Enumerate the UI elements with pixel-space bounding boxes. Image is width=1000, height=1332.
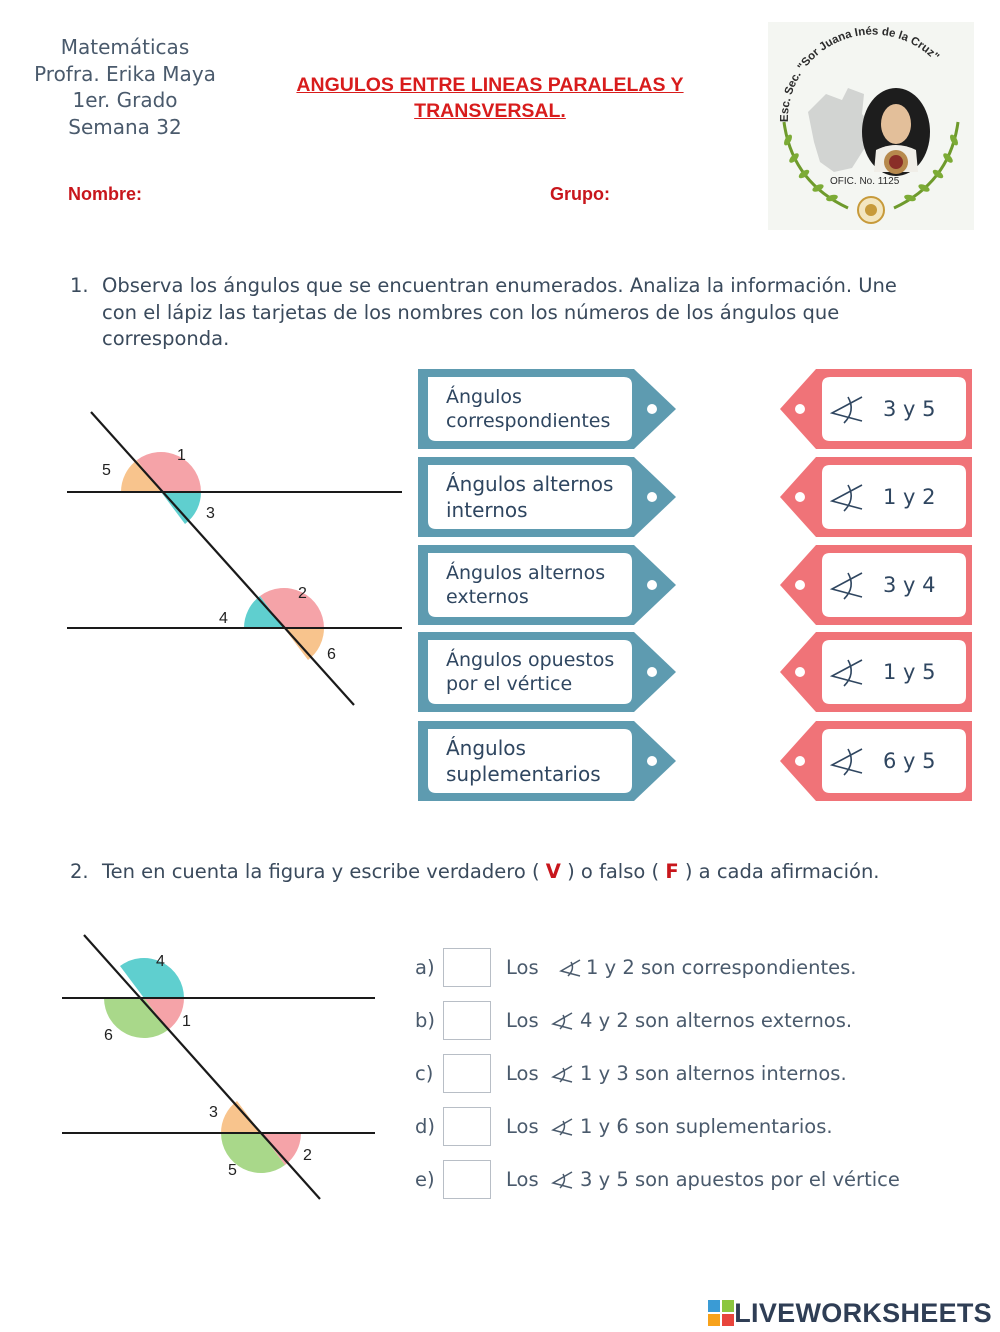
- q2-text-mid: ) o falso (: [567, 860, 660, 883]
- angle-card-shape: [780, 457, 972, 537]
- statement-letter: d): [415, 1115, 435, 1138]
- angle-symbol-icon: [828, 567, 866, 603]
- grupo-label: Grupo:: [550, 184, 610, 204]
- q1-label-5: 5: [102, 462, 111, 479]
- angle-card-value: 3 y 5: [883, 397, 936, 421]
- grade-line: 1er. Grado: [72, 88, 178, 112]
- q2-text-after: ) a cada afirmación.: [684, 860, 880, 883]
- angle-symbol-icon: [550, 1063, 576, 1085]
- liveworksheets-logo-icon: [708, 1300, 734, 1326]
- name-card-suplementarios[interactable]: [418, 721, 676, 801]
- week-line: Semana 32: [68, 114, 182, 139]
- q2-number: 2.: [70, 860, 89, 883]
- name-card-label: Ángulos opuestos por el vértice: [446, 649, 615, 695]
- statement-b: [415, 1001, 975, 1041]
- angle-card-shape: [780, 632, 972, 712]
- answer-box-a[interactable]: [443, 948, 491, 987]
- name-card-opuestos-vertice[interactable]: [418, 632, 676, 712]
- q2-angle-3: [221, 1101, 261, 1133]
- answer-box-b[interactable]: [443, 1001, 491, 1040]
- statement-d: [415, 1107, 975, 1147]
- angle-symbol-icon: [828, 479, 866, 515]
- angle-symbol-icon: [550, 1010, 576, 1032]
- q2-label-6: 6: [104, 1027, 113, 1044]
- statement-c: [415, 1054, 975, 1094]
- logo-ofic-text: OFIC. No. 1125: [830, 176, 900, 187]
- q2-figure: [55, 925, 385, 1210]
- q2-label-5: 5: [228, 1162, 237, 1179]
- subject-line: Matemáticas: [60, 35, 190, 59]
- angle-card-3[interactable]: [780, 545, 972, 625]
- angle-symbol-icon: [828, 743, 866, 779]
- statement-prefix: Los: [506, 956, 539, 979]
- logo-arc-text: Esc. Sec. "Sor Juana Inés de la Cruz": [778, 25, 942, 123]
- angle-symbol-icon: [828, 391, 866, 427]
- q2-f-letter: F: [665, 860, 679, 883]
- q1-label-4: 4: [219, 610, 228, 627]
- q2-angle-4: [120, 958, 184, 998]
- q2-text: [102, 859, 932, 886]
- name-card-alternos-externos[interactable]: [418, 545, 676, 625]
- statement-text: 3 y 5 son apuestos por el vértice: [580, 1168, 900, 1191]
- angle-symbol-icon: [550, 1116, 576, 1138]
- q2-v-letter: V: [545, 860, 561, 883]
- q1-label-6: 6: [327, 646, 336, 663]
- nombre-label: Nombre:: [68, 184, 143, 204]
- angle-card-1[interactable]: [780, 369, 972, 449]
- q1-figure: [60, 400, 410, 710]
- header-info: [20, 34, 230, 140]
- q1-label-3: 3: [206, 505, 215, 522]
- angle-symbol-icon: [550, 1169, 576, 1191]
- q2-label-2: 2: [303, 1147, 312, 1164]
- angle-card-5[interactable]: [780, 721, 972, 801]
- q1-text: Observa los ángulos que se encuentran enumerados. Analiza la información. Une con el lápiz las tarjetas de los nombres con los números de los ángulos que corresponda.: [102, 274, 897, 350]
- angle-card-value: 3 y 4: [883, 573, 936, 597]
- q2-transversal: [84, 935, 320, 1199]
- statement-text: 4 y 2 son alternos externos.: [580, 1009, 853, 1032]
- angle-symbol-icon: [558, 957, 584, 979]
- statement-prefix: Los: [506, 1009, 539, 1032]
- q1-label-1: 1: [177, 447, 186, 464]
- q1-label-2: 2: [298, 585, 307, 602]
- statement-e: [415, 1160, 975, 1200]
- statement-prefix: Los: [506, 1168, 539, 1191]
- name-card-label: Ángulos correspondientes: [446, 386, 611, 432]
- angle-card-value: 1 y 5: [883, 660, 936, 684]
- statement-letter: a): [415, 956, 435, 979]
- angle-card-value: 1 y 2: [883, 485, 936, 509]
- q1-number: 1.: [70, 274, 89, 297]
- name-card-correspondientes[interactable]: [418, 369, 676, 449]
- footer-brand: LIVEWORKSHEETS: [734, 1297, 992, 1328]
- q2-label-1: 1: [182, 1013, 191, 1030]
- statement-letter: b): [415, 1009, 435, 1032]
- name-card-label: Ángulos alternos externos: [446, 562, 606, 608]
- angle-symbol-icon: [828, 654, 866, 690]
- page-title: ANGULOS ENTRE LINEAS PARALELAS Y TRANSVERSAL.: [296, 74, 684, 122]
- angle-card-shape: [780, 369, 972, 449]
- statement-letter: c): [415, 1062, 434, 1085]
- angle-card-shape: [780, 545, 972, 625]
- liveworksheets-footer[interactable]: [708, 1296, 992, 1330]
- statement-prefix: Los: [506, 1062, 539, 1085]
- angle-card-shape: [780, 721, 972, 801]
- q2-label-4: 4: [156, 953, 165, 970]
- name-card-label: Ángulos alternos internos: [446, 472, 614, 522]
- q2-label-3: 3: [209, 1104, 218, 1121]
- statement-prefix: Los: [506, 1115, 539, 1138]
- answer-box-d[interactable]: [443, 1107, 491, 1146]
- teacher-line: Profra. Erika Maya: [34, 61, 216, 86]
- statement-a: [415, 948, 975, 988]
- angle-card-4[interactable]: [780, 632, 972, 712]
- q1-transversal: [91, 412, 354, 705]
- statement-text: 1 y 6 son suplementarios.: [580, 1115, 833, 1138]
- statement-text: 1 y 2 son correspondientes.: [586, 956, 857, 979]
- q2-text-before: Ten en cuenta la figura y escribe verdadero (: [102, 860, 540, 883]
- statement-letter: e): [415, 1168, 435, 1191]
- answer-box-e[interactable]: [443, 1160, 491, 1199]
- angle-card-2[interactable]: [780, 457, 972, 537]
- angle-card-value: 6 y 5: [883, 749, 936, 773]
- answer-box-c[interactable]: [443, 1054, 491, 1093]
- name-card-label: Ángulos suplementarios: [446, 736, 601, 786]
- name-card-alternos-internos[interactable]: [418, 457, 676, 537]
- school-logo: [768, 22, 974, 230]
- statement-text: 1 y 3 son alternos internos.: [580, 1062, 847, 1085]
